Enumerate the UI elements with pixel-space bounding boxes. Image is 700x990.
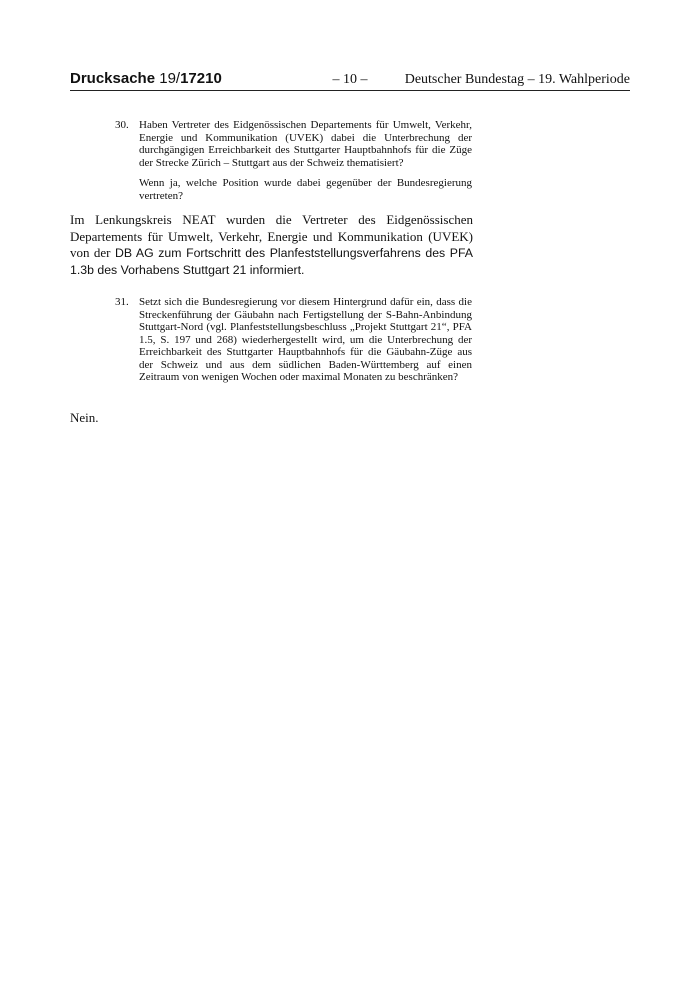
question-number: 30. <box>115 119 129 131</box>
answer-text-part1: Im Lenkungskreis NEAT wurden die Vertreter des Eidgenössischen Departements für Umwelt, Verkehr, Energie und Kommunikation (UVEK) von der <box>70 212 473 260</box>
doc-number-prefix: 19/ <box>159 70 181 87</box>
question-body <box>139 296 472 384</box>
question-followup: Wenn ja, welche Position wurde dabei gegenüber der Bundesregierung vertreten? <box>139 177 472 202</box>
question-number: 31. <box>115 296 129 308</box>
doc-label: Drucksache <box>70 70 156 87</box>
question-31 <box>115 296 472 384</box>
page-number: – 10 – <box>332 72 368 87</box>
publisher: Deutscher Bundestag – 19. Wahlperiode <box>404 72 630 87</box>
answer-30 <box>70 212 473 278</box>
question-body <box>139 119 472 202</box>
question-30 <box>115 119 472 202</box>
answer-text-part2: DB AG zum Fortschritt des Planfeststellungsverfahrens des PFA 1.3b des Vorhabens Stuttgart 21 informiert. <box>70 246 473 277</box>
question-text: Haben Vertreter des Eidgenössischen Departements für Umwelt, Verkehr, Energie und Kommunikation (UVEK) dabei die Unterbrechung der durchgängigen Erreichbarkeit des Stuttgarter Hauptbahnhofs für die Züge der Strecke Zürich – Stuttgart aus der Schweiz thematisiert? <box>139 119 472 169</box>
header-rule <box>70 90 630 91</box>
page-header <box>70 70 630 90</box>
answer-31: Nein. <box>70 410 99 425</box>
doc-number: 17210 <box>180 70 222 87</box>
question-text: Setzt sich die Bundesregierung vor diesem Hintergrund dafür ein, dass die Streckenführung der Gäubahn nach Fertigstellung der S-Bahn-Anbindung Stuttgart-Nord (vgl. Planfeststellungsbeschluss „Projekt Stuttgart 21“, PFA 1.5, S. 197 und 268) wiederhergestellt wird, um die Unterbrechung der Erreichbarkeit des Stuttgarter Hauptbahnhofs für die Gäubahn-Züge aus der Schweiz und aus dem südlichen Baden-Württemberg auf einen Zeitraum von wenigen Wochen oder maximal Monaten zu beschränken? <box>139 296 472 383</box>
